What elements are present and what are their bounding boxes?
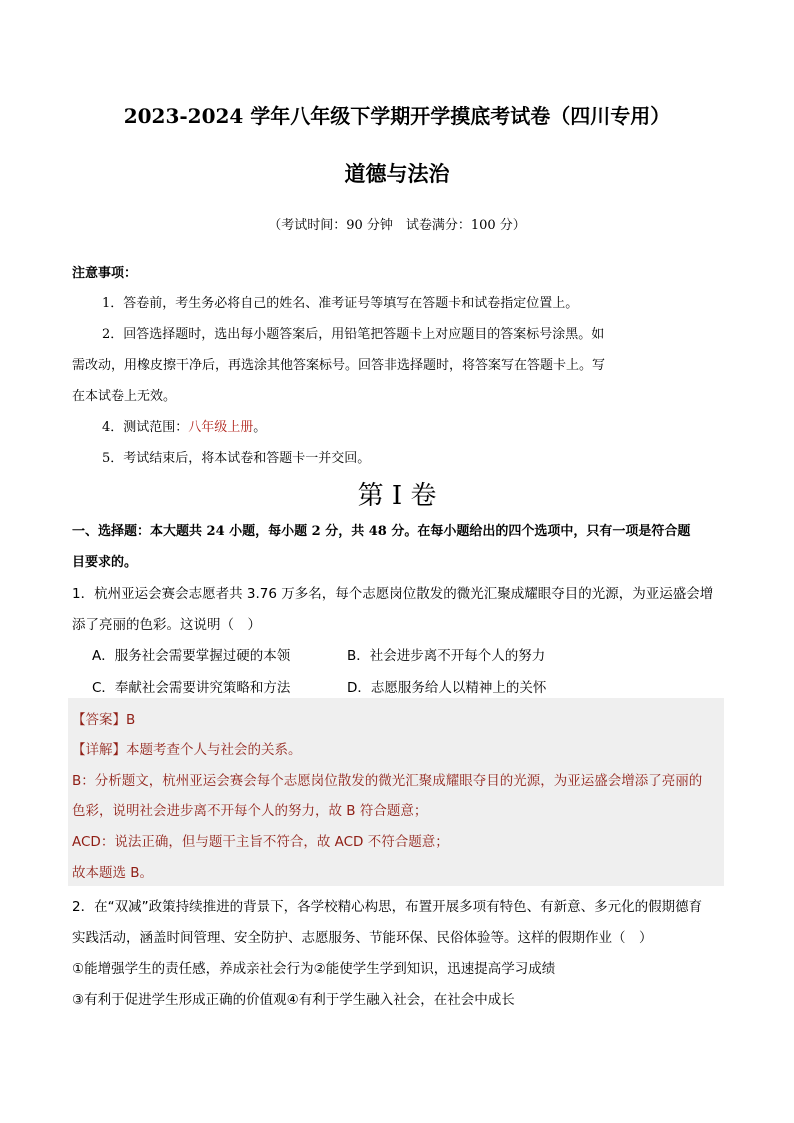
volume-heading: 第 I 卷 [357, 481, 437, 511]
notice-item-5: 5．考试结束后，将本试卷和答题卡一并交回。 [102, 451, 371, 466]
notice-item-2-line-3: 在本试卷上无效。 [72, 389, 177, 404]
section-heading-line-1: 一、选择题：本大题共 24 小题，每小题 2 分，共 48 分。在每小题给出的四个选项中，只有一项是符合题 [72, 524, 691, 539]
exam-title: 2023-2024 学年八年级下学期开学摸底考试卷（四川专用） [123, 104, 671, 128]
question-1-answer: 【答案】B [72, 712, 136, 728]
question-1-option-b: B．社会进步离不开每个人的努力 [347, 648, 546, 664]
answer-box [68, 698, 724, 886]
question-1-conclusion: 故本题选 B。 [72, 865, 154, 881]
test-range: 八年级上册 [188, 420, 254, 435]
question-1-stem-line-1: 1．杭州亚运会赛会志愿者共 3.76 万多名，每个志愿岗位散发的微光汇聚成耀眼夺目的光源，为亚运盛会增 [72, 586, 714, 602]
notice-item-1: 1．答卷前，考生务必将自己的姓名、准考证号等填写在答题卡和试卷指定位置上。 [102, 296, 579, 311]
question-2-stem-line-2: 实践活动，涵盖时间管理、安全防护、志愿服务、节能环保、民俗体验等。这样的假期作业（ ） [72, 930, 653, 946]
question-1-option-a: A．服务社会需要掌握过硬的本领 [92, 648, 291, 664]
question-1-stem-line-2: 添了亮丽的色彩。这说明（ ） [72, 617, 261, 633]
question-1-explain-acd: ACD：说法正确，但与题干主旨不符合，故 ACD 不符合题意； [72, 834, 449, 850]
notice-item-4-suffix: 。 [253, 420, 267, 435]
notice-item-4 [102, 416, 266, 435]
question-2-options-line-2: ③有利于促进学生形成正确的价值观④有利于学生融入社会，在社会中成长 [72, 992, 515, 1008]
notice-item-4-prefix: 4．测试范围： [102, 420, 189, 435]
notice-item-2-line-2: 需改动，用橡皮擦干净后，再选涂其他答案标号。回答非选择题时，将答案写在答题卡上。写 [72, 358, 606, 373]
exam-time-info: （考试时间：90 分钟 试卷满分：100 分） [268, 218, 526, 233]
section-heading-line-2: 目要求的。 [72, 555, 138, 570]
question-2-options-line-1: ①能增强学生的责任感，养成亲社会行为②能使学生学到知识，迅速提高学习成绩 [72, 961, 556, 977]
notice-heading: 注意事项： [72, 266, 138, 281]
question-1-option-d: D．志愿服务给人以精神上的关怀 [347, 680, 547, 696]
subject-title: 道德与法治 [344, 161, 450, 186]
question-2-stem-line-1: 2．在“双减”政策持续推进的背景下，各学校精心构思，布置开展多项有特色、有新意、多元化的假期德育 [72, 899, 703, 915]
question-1-detail: 【详解】本题考查个人与社会的关系。 [72, 742, 302, 758]
question-1-option-c: C．奉献社会需要讲究策略和方法 [92, 680, 291, 696]
notice-item-2-line-1: 2．回答选择题时，选出每小题答案后，用铅笔把答题卡上对应题目的答案标号涂黑。如 [102, 327, 605, 342]
question-1-explain-b-line-2: 色彩，说明社会进步离不开每个人的努力，故 B 符合题意； [72, 803, 428, 819]
question-1-explain-b-line-1: B：分析题文，杭州亚运会赛会每个志愿岗位散发的微光汇聚成耀眼夺目的光源，为亚运盛会增添了亮丽的 [72, 773, 703, 789]
